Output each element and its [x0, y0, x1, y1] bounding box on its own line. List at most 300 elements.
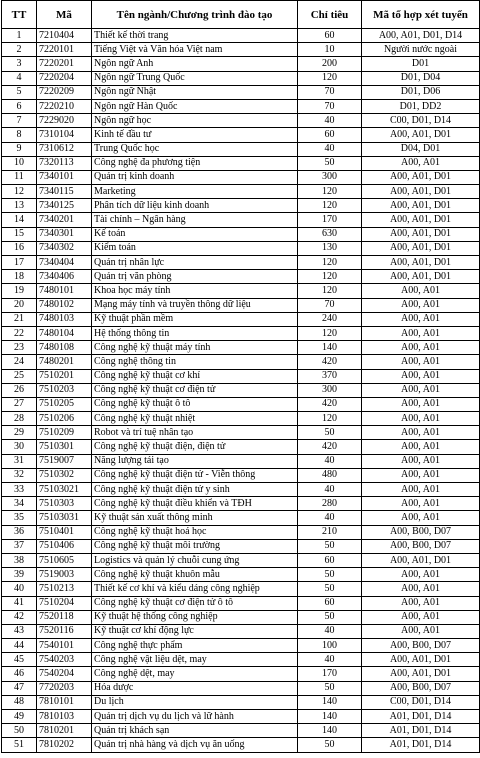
cell-code: 7210404 [37, 29, 92, 43]
cell-program-name: Công nghệ kỹ thuật nhiệt [92, 412, 298, 426]
cell-quota: 120 [298, 284, 362, 298]
table-row [2, 114, 480, 128]
cell-tt: 44 [2, 639, 37, 653]
cell-quota: 60 [298, 596, 362, 610]
table-row [2, 256, 480, 270]
cell-tt: 24 [2, 355, 37, 369]
cell-tt: 31 [2, 454, 37, 468]
cell-subject-combination: A01, D01, D14 [362, 710, 480, 724]
table-row [2, 397, 480, 411]
cell-program-name: Du lịch [92, 695, 298, 709]
cell-quota: 210 [298, 525, 362, 539]
table-row [2, 43, 480, 57]
cell-tt: 23 [2, 341, 37, 355]
cell-tt: 50 [2, 724, 37, 738]
table-row [2, 681, 480, 695]
cell-program-name: Công nghệ kỹ thuật ô tô [92, 397, 298, 411]
table-row [2, 355, 480, 369]
cell-code: 7220101 [37, 43, 92, 57]
cell-quota: 120 [298, 256, 362, 270]
cell-subject-combination: A00, A01, D01 [362, 170, 480, 184]
cell-subject-combination: Người nước ngoài [362, 43, 480, 57]
cell-program-name: Thiết kế thời trang [92, 29, 298, 43]
cell-tt: 21 [2, 312, 37, 326]
table-row [2, 369, 480, 383]
cell-quota: 630 [298, 227, 362, 241]
cell-subject-combination: D01, D04 [362, 71, 480, 85]
cell-tt: 47 [2, 681, 37, 695]
table-row [2, 539, 480, 553]
cell-code: 7340406 [37, 270, 92, 284]
cell-subject-combination: A00, A01, D01 [362, 199, 480, 213]
cell-subject-combination: A00, B00, D07 [362, 681, 480, 695]
cell-subject-combination: A00, A01, D01 [362, 667, 480, 681]
cell-quota: 370 [298, 369, 362, 383]
cell-subject-combination: A00, A01, D01 [362, 213, 480, 227]
cell-tt: 15 [2, 227, 37, 241]
cell-quota: 120 [298, 199, 362, 213]
table-row [2, 553, 480, 567]
cell-program-name: Robot và trí tuệ nhân tạo [92, 426, 298, 440]
cell-quota: 130 [298, 241, 362, 255]
cell-code: 7340115 [37, 185, 92, 199]
cell-program-name: Ngôn ngữ Nhật [92, 85, 298, 99]
cell-subject-combination: A00, A01, D01 [362, 270, 480, 284]
table-row [2, 170, 480, 184]
cell-tt: 18 [2, 270, 37, 284]
cell-tt: 14 [2, 213, 37, 227]
table-row [2, 426, 480, 440]
cell-subject-combination: A00, A01 [362, 511, 480, 525]
cell-quota: 480 [298, 468, 362, 482]
cell-subject-combination: D01, DD2 [362, 99, 480, 113]
cell-program-name: Khoa học máy tính [92, 284, 298, 298]
cell-quota: 40 [298, 114, 362, 128]
cell-tt: 40 [2, 582, 37, 596]
cell-program-name: Ngôn ngữ Anh [92, 57, 298, 71]
table-row [2, 710, 480, 724]
cell-code: 7810202 [37, 738, 92, 752]
cell-program-name: Công nghệ kỹ thuật điện tử y sinh [92, 483, 298, 497]
header-combo: Mã tổ hợp xét tuyển [362, 1, 480, 29]
header-tt: TT [2, 1, 37, 29]
cell-quota: 140 [298, 710, 362, 724]
cell-tt: 9 [2, 142, 37, 156]
cell-quota: 120 [298, 326, 362, 340]
cell-tt: 51 [2, 738, 37, 752]
header-name: Tên ngành/Chương trình đào tạo [92, 1, 298, 29]
cell-program-name: Logistics và quản lý chuỗi cung ứng [92, 553, 298, 567]
cell-subject-combination: A00, A01, D01 [362, 553, 480, 567]
cell-program-name: Tài chính – Ngân hàng [92, 213, 298, 227]
cell-program-name: Quản trị kinh doanh [92, 170, 298, 184]
table-row [2, 483, 480, 497]
cell-quota: 10 [298, 43, 362, 57]
cell-quota: 60 [298, 29, 362, 43]
cell-program-name: Ngôn ngữ học [92, 114, 298, 128]
cell-subject-combination: D04, D01 [362, 142, 480, 156]
cell-subject-combination: A00, A01 [362, 497, 480, 511]
cell-code: 7340302 [37, 241, 92, 255]
table-row [2, 667, 480, 681]
cell-tt: 46 [2, 667, 37, 681]
cell-code: 7480201 [37, 355, 92, 369]
cell-tt: 11 [2, 170, 37, 184]
cell-tt: 43 [2, 624, 37, 638]
table-row [2, 57, 480, 71]
cell-subject-combination: A00, A01 [362, 568, 480, 582]
cell-quota: 170 [298, 213, 362, 227]
cell-subject-combination: A01, D01, D14 [362, 724, 480, 738]
cell-code: 7520116 [37, 624, 92, 638]
cell-program-name: Kỹ thuật sản xuất thông minh [92, 511, 298, 525]
cell-subject-combination: C00, D01, D14 [362, 114, 480, 128]
cell-quota: 50 [298, 582, 362, 596]
cell-quota: 50 [298, 539, 362, 553]
cell-tt: 32 [2, 468, 37, 482]
cell-code: 75103021 [37, 483, 92, 497]
cell-quota: 120 [298, 270, 362, 284]
cell-quota: 40 [298, 142, 362, 156]
cell-subject-combination: A00, A01, D01 [362, 227, 480, 241]
cell-subject-combination: A00, A01 [362, 483, 480, 497]
cell-program-name: Công nghệ kỹ thuật cơ khí [92, 369, 298, 383]
cell-code: 7480101 [37, 284, 92, 298]
cell-subject-combination: A00, A01 [362, 341, 480, 355]
cell-code: 7480104 [37, 326, 92, 340]
cell-program-name: Hóa dược [92, 681, 298, 695]
header-code: Mã [37, 1, 92, 29]
cell-subject-combination: A00, A01, D01 [362, 653, 480, 667]
cell-subject-combination: A00, A01 [362, 326, 480, 340]
cell-tt: 10 [2, 156, 37, 170]
cell-tt: 34 [2, 497, 37, 511]
table-row [2, 511, 480, 525]
cell-quota: 420 [298, 355, 362, 369]
table-row [2, 128, 480, 142]
cell-program-name: Kỹ thuật cơ khí động lực [92, 624, 298, 638]
cell-program-name: Công nghệ kỹ thuật khuôn mẫu [92, 568, 298, 582]
cell-quota: 70 [298, 298, 362, 312]
table-row [2, 738, 480, 752]
cell-tt: 48 [2, 695, 37, 709]
cell-subject-combination: A00, A01 [362, 383, 480, 397]
cell-code: 7510205 [37, 397, 92, 411]
cell-code: 7810101 [37, 695, 92, 709]
cell-program-name: Công nghệ kỹ thuật máy tính [92, 341, 298, 355]
cell-tt: 35 [2, 511, 37, 525]
cell-code: 75103031 [37, 511, 92, 525]
cell-quota: 40 [298, 483, 362, 497]
cell-program-name: Quản trị dịch vụ du lịch và lữ hành [92, 710, 298, 724]
cell-program-name: Công nghệ thực phẩm [92, 639, 298, 653]
cell-quota: 40 [298, 653, 362, 667]
cell-quota: 170 [298, 667, 362, 681]
cell-code: 7340201 [37, 213, 92, 227]
cell-quota: 120 [298, 185, 362, 199]
table-row [2, 497, 480, 511]
cell-code: 7540204 [37, 667, 92, 681]
cell-tt: 33 [2, 483, 37, 497]
cell-code: 7310104 [37, 128, 92, 142]
table-row [2, 241, 480, 255]
cell-program-name: Thiết kế cơ khí và kiểu dáng công nghiệp [92, 582, 298, 596]
cell-code: 7720203 [37, 681, 92, 695]
cell-tt: 19 [2, 284, 37, 298]
cell-subject-combination: A00, B00, D07 [362, 525, 480, 539]
cell-quota: 60 [298, 128, 362, 142]
cell-code: 7310612 [37, 142, 92, 156]
cell-code: 7340125 [37, 199, 92, 213]
cell-subject-combination: A00, A01 [362, 426, 480, 440]
table-row [2, 156, 480, 170]
cell-code: 7520118 [37, 610, 92, 624]
table-row [2, 582, 480, 596]
cell-subject-combination: A00, A01 [362, 355, 480, 369]
cell-subject-combination: A00, A01 [362, 610, 480, 624]
cell-quota: 50 [298, 681, 362, 695]
cell-program-name: Công nghệ kỹ thuật cơ điện tử [92, 383, 298, 397]
cell-subject-combination: A00, A01 [362, 412, 480, 426]
cell-code: 7510302 [37, 468, 92, 482]
cell-program-name: Quản trị văn phòng [92, 270, 298, 284]
cell-code: 7340101 [37, 170, 92, 184]
cell-tt: 41 [2, 596, 37, 610]
table-row [2, 270, 480, 284]
table-row [2, 653, 480, 667]
cell-tt: 4 [2, 71, 37, 85]
cell-code: 7480102 [37, 298, 92, 312]
cell-quota: 120 [298, 412, 362, 426]
cell-tt: 25 [2, 369, 37, 383]
cell-program-name: Công nghệ kỹ thuật môi trường [92, 539, 298, 553]
cell-program-name: Ngôn ngữ Hàn Quốc [92, 99, 298, 113]
cell-program-name: Công nghệ thông tin [92, 355, 298, 369]
cell-tt: 36 [2, 525, 37, 539]
cell-code: 7510301 [37, 440, 92, 454]
cell-program-name: Kỹ thuật phần mềm [92, 312, 298, 326]
cell-tt: 39 [2, 568, 37, 582]
cell-code: 7510204 [37, 596, 92, 610]
table-row [2, 412, 480, 426]
cell-tt: 20 [2, 298, 37, 312]
cell-quota: 300 [298, 383, 362, 397]
table-row [2, 440, 480, 454]
cell-code: 7220201 [37, 57, 92, 71]
cell-quota: 140 [298, 695, 362, 709]
cell-quota: 70 [298, 99, 362, 113]
table-row [2, 695, 480, 709]
cell-tt: 29 [2, 426, 37, 440]
cell-code: 7510401 [37, 525, 92, 539]
cell-quota: 100 [298, 639, 362, 653]
cell-quota: 50 [298, 156, 362, 170]
cell-tt: 13 [2, 199, 37, 213]
cell-subject-combination: A00, A01 [362, 156, 480, 170]
cell-subject-combination: A00, A01 [362, 312, 480, 326]
cell-code: 7510213 [37, 582, 92, 596]
cell-quota: 200 [298, 57, 362, 71]
cell-code: 7220209 [37, 85, 92, 99]
header-quota: Chỉ tiêu [298, 1, 362, 29]
table-row [2, 312, 480, 326]
cell-subject-combination: A01, D01, D14 [362, 738, 480, 752]
cell-program-name: Công nghệ kỹ thuật hoá học [92, 525, 298, 539]
cell-subject-combination: C00, D01, D14 [362, 695, 480, 709]
table-row [2, 525, 480, 539]
cell-quota: 420 [298, 397, 362, 411]
cell-tt: 45 [2, 653, 37, 667]
cell-quota: 300 [298, 170, 362, 184]
cell-quota: 60 [298, 553, 362, 567]
table-header [2, 1, 480, 29]
cell-program-name: Trung Quốc học [92, 142, 298, 156]
cell-quota: 50 [298, 426, 362, 440]
cell-subject-combination: A00, A01 [362, 284, 480, 298]
cell-subject-combination: A00, A01 [362, 468, 480, 482]
table-row [2, 213, 480, 227]
cell-program-name: Công nghệ kỹ thuật cơ điện tử ô tô [92, 596, 298, 610]
cell-code: 7519007 [37, 454, 92, 468]
table-body [2, 29, 480, 753]
cell-code: 7540101 [37, 639, 92, 653]
cell-code: 7480103 [37, 312, 92, 326]
cell-tt: 7 [2, 114, 37, 128]
cell-code: 7519003 [37, 568, 92, 582]
table-row [2, 568, 480, 582]
table-row [2, 610, 480, 624]
cell-quota: 50 [298, 610, 362, 624]
table-row [2, 199, 480, 213]
cell-code: 7810103 [37, 710, 92, 724]
cell-code: 7540203 [37, 653, 92, 667]
cell-quota: 40 [298, 511, 362, 525]
table-row [2, 624, 480, 638]
cell-program-name: Phân tích dữ liệu kinh doanh [92, 199, 298, 213]
cell-subject-combination: A00, B00, D07 [362, 639, 480, 653]
cell-program-name: Quản trị khách sạn [92, 724, 298, 738]
cell-code: 7480108 [37, 341, 92, 355]
cell-code: 7229020 [37, 114, 92, 128]
cell-subject-combination: A00, A01 [362, 596, 480, 610]
table-row [2, 29, 480, 43]
cell-subject-combination: A00, A01, D01 [362, 241, 480, 255]
cell-program-name: Kiểm toán [92, 241, 298, 255]
cell-subject-combination: A00, A01 [362, 440, 480, 454]
cell-program-name: Quản trị nhân lực [92, 256, 298, 270]
cell-subject-combination: A00, A01 [362, 454, 480, 468]
cell-code: 7320113 [37, 156, 92, 170]
table-row [2, 85, 480, 99]
table-row [2, 724, 480, 738]
cell-tt: 5 [2, 85, 37, 99]
cell-quota: 70 [298, 85, 362, 99]
table-row [2, 468, 480, 482]
cell-tt: 42 [2, 610, 37, 624]
table-row [2, 99, 480, 113]
cell-subject-combination: A00, A01, D01, D14 [362, 29, 480, 43]
cell-tt: 1 [2, 29, 37, 43]
cell-subject-combination: A00, A01, D01 [362, 128, 480, 142]
cell-tt: 16 [2, 241, 37, 255]
cell-program-name: Kinh tế đầu tư [92, 128, 298, 142]
cell-tt: 37 [2, 539, 37, 553]
cell-quota: 50 [298, 568, 362, 582]
admissions-table [1, 0, 480, 753]
cell-tt: 6 [2, 99, 37, 113]
header-row [2, 1, 480, 29]
cell-quota: 120 [298, 71, 362, 85]
cell-tt: 26 [2, 383, 37, 397]
cell-program-name: Kế toán [92, 227, 298, 241]
cell-code: 7510203 [37, 383, 92, 397]
table-row [2, 383, 480, 397]
cell-program-name: Công nghệ vật liệu dệt, may [92, 653, 298, 667]
cell-tt: 12 [2, 185, 37, 199]
table-row [2, 298, 480, 312]
cell-code: 7510406 [37, 539, 92, 553]
cell-program-name: Mạng máy tính và truyền thông dữ liệu [92, 298, 298, 312]
cell-code: 7510209 [37, 426, 92, 440]
cell-subject-combination: A00, B00, D07 [362, 539, 480, 553]
cell-code: 7510201 [37, 369, 92, 383]
cell-subject-combination: D01, D06 [362, 85, 480, 99]
cell-tt: 49 [2, 710, 37, 724]
cell-tt: 2 [2, 43, 37, 57]
cell-quota: 240 [298, 312, 362, 326]
cell-program-name: Kỹ thuật hệ thống công nghiệp [92, 610, 298, 624]
cell-code: 7220204 [37, 71, 92, 85]
cell-quota: 40 [298, 624, 362, 638]
cell-program-name: Tiếng Việt và Văn hóa Việt nam [92, 43, 298, 57]
cell-program-name: Ngôn ngữ Trung Quốc [92, 71, 298, 85]
cell-program-name: Công nghệ dệt, may [92, 667, 298, 681]
cell-code: 7340301 [37, 227, 92, 241]
cell-tt: 30 [2, 440, 37, 454]
table-row [2, 326, 480, 340]
cell-tt: 28 [2, 412, 37, 426]
table-row [2, 227, 480, 241]
cell-tt: 22 [2, 326, 37, 340]
table-row [2, 142, 480, 156]
table-row [2, 284, 480, 298]
cell-tt: 38 [2, 553, 37, 567]
table-row [2, 341, 480, 355]
cell-subject-combination: A00, A01 [362, 369, 480, 383]
cell-quota: 40 [298, 454, 362, 468]
cell-program-name: Công nghệ kỹ thuật điện tử - Viễn thông [92, 468, 298, 482]
cell-subject-combination: A00, A01, D01 [362, 185, 480, 199]
cell-program-name: Quản trị nhà hàng và dịch vụ ăn uống [92, 738, 298, 752]
cell-subject-combination: A00, A01 [362, 582, 480, 596]
cell-code: 7510605 [37, 553, 92, 567]
cell-tt: 27 [2, 397, 37, 411]
cell-subject-combination: A00, A01 [362, 397, 480, 411]
cell-tt: 8 [2, 128, 37, 142]
cell-tt: 17 [2, 256, 37, 270]
cell-program-name: Công nghệ đa phương tiện [92, 156, 298, 170]
cell-code: 7510303 [37, 497, 92, 511]
cell-tt: 3 [2, 57, 37, 71]
cell-subject-combination: A00, A01 [362, 624, 480, 638]
cell-quota: 50 [298, 738, 362, 752]
cell-quota: 420 [298, 440, 362, 454]
cell-program-name: Công nghệ kỹ thuật điện, điện tử [92, 440, 298, 454]
cell-subject-combination: D01 [362, 57, 480, 71]
cell-quota: 140 [298, 341, 362, 355]
cell-code: 7220210 [37, 99, 92, 113]
table-row [2, 454, 480, 468]
